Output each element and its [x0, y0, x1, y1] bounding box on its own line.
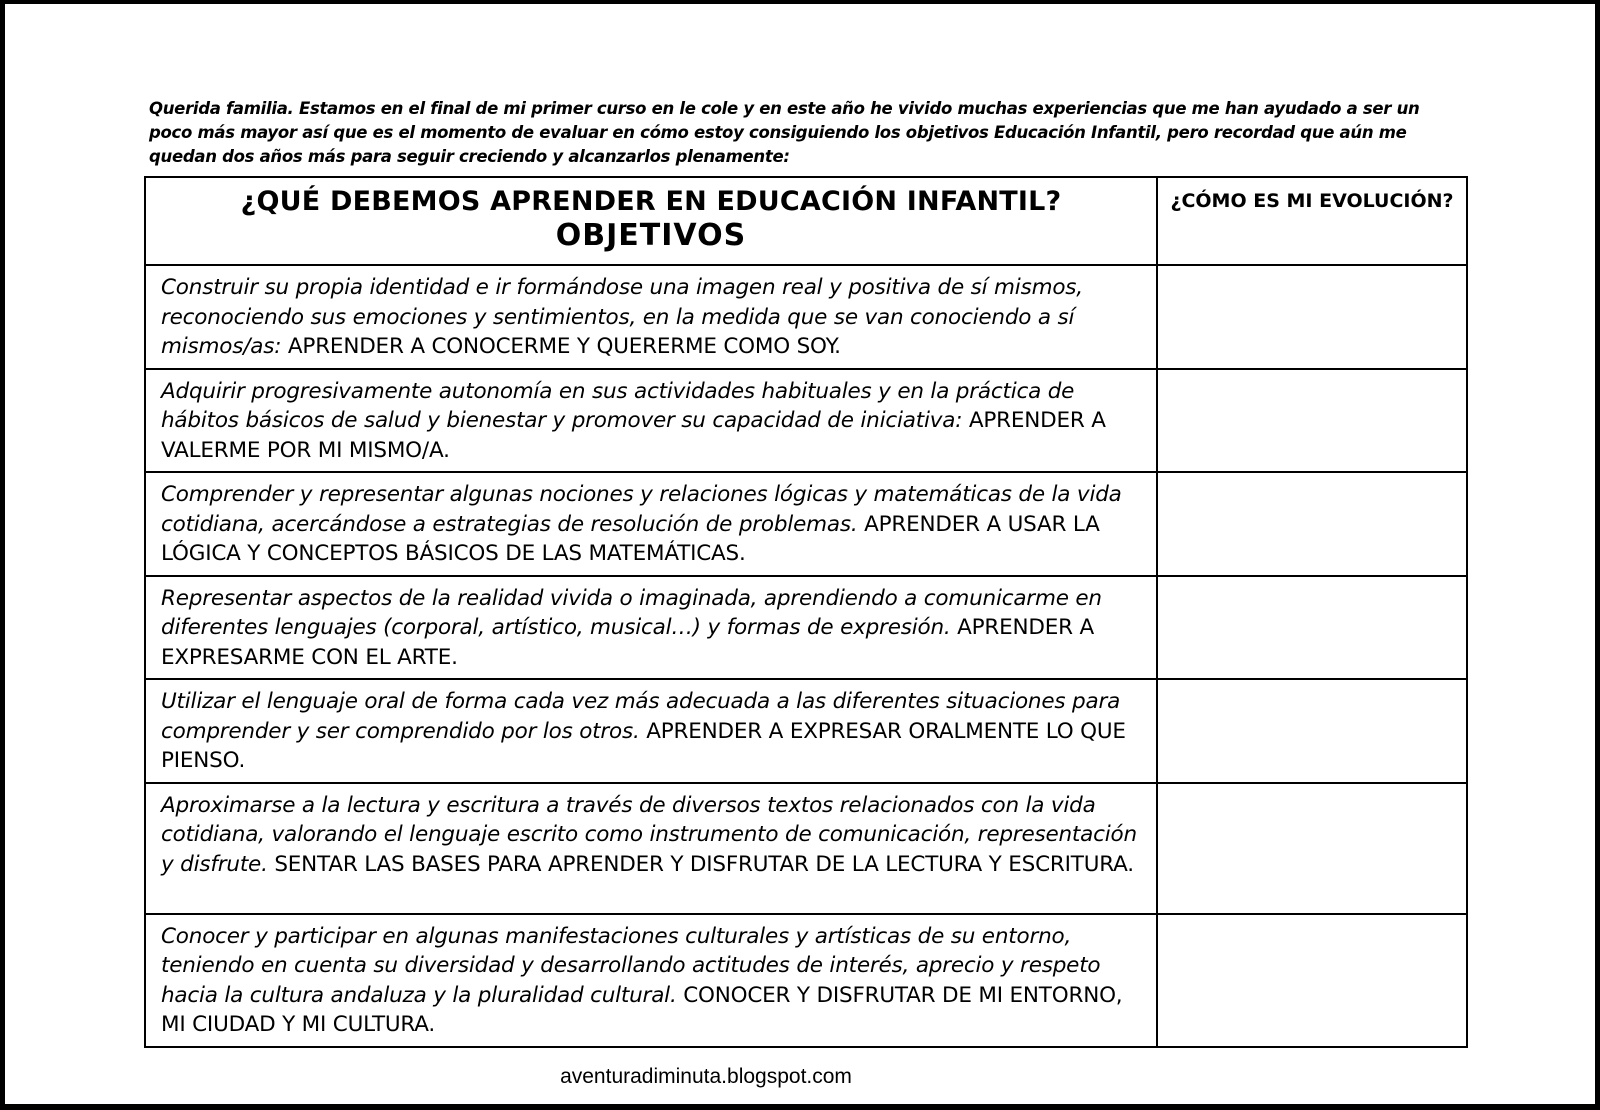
- objective-cell: [145, 265, 1157, 369]
- objective-description: Representar aspectos de la realidad vivida o imaginada, aprendiendo a comunicarme en diferentes lenguajes (corporal, artístico, musical…) y formas de expresión.: [161, 585, 1102, 640]
- objective-cell: [145, 783, 1157, 914]
- evolution-header-label: ¿CÓMO ES MI EVOLUCIÓN?: [1170, 190, 1454, 212]
- objectives-table: [144, 176, 1468, 1048]
- objective-cell: [145, 576, 1157, 680]
- evolution-cell[interactable]: [1157, 783, 1467, 914]
- objective-description: Construir su propia identidad e ir formándose una imagen real y positiva de sí mismos, reconociendo sus emociones y sentimientos, en la medida que se van conociendo a sí mismos/as:: [161, 275, 1083, 359]
- objective-description: Aproximarse a la lectura y escritura a través de diversos textos relacionados con la vida cotidiana, valorando el lenguaje escrito como instrumento de comunicación, representación y disfrute.: [161, 792, 1137, 877]
- blog-url: aventuradiminuta.blogspot.com: [560, 1065, 852, 1088]
- objective-goal: CONOCER Y DISFRUTAR DE MI ENTORNO, MI CIUDAD Y MI CULTURA.: [161, 982, 1123, 1037]
- evolution-header: [1157, 177, 1467, 265]
- objectives-header: [145, 177, 1157, 265]
- objective-description: Comprender y representar algunas nociones y relaciones lógicas y matemáticas de la vida cotidiana, acercándose a estrategias de resolución de problemas.: [161, 482, 1122, 537]
- objective-cell: [145, 679, 1157, 783]
- table-row: [145, 472, 1467, 576]
- evolution-cell[interactable]: [1157, 265, 1467, 369]
- objective-goal: SENTAR LAS BASES PARA APRENDER Y DISFRUTAR DE LA LECTURA Y ESCRITURA.: [274, 851, 1134, 877]
- intro-paragraph: Querida familia. Estamos en el final de mi primer curso en le cole y en este año he vivido muchas experiencias que me han ayudado a ser un poco más mayor así que es el momento de evaluar en cómo estoy consiguiendo los objetivos Educación Infantil, pero recordad que aún me quedan dos años más para seguir creciendo y alcanzarlos plenamente:: [149, 98, 1420, 166]
- evolution-cell[interactable]: [1157, 679, 1467, 783]
- objective-cell: [145, 472, 1157, 576]
- table-row: [145, 265, 1467, 369]
- objective-cell: [145, 369, 1157, 473]
- objective-description: Conocer y participar en algunas manifestaciones culturales y artísticas de su entorno, teniendo en cuenta su diversidad y desarrollando actitudes de interés, aprecio y respeto hacia la cultura andaluza y la pluralidad cultural.: [161, 923, 1101, 1008]
- table-row: [145, 783, 1467, 914]
- table-row: [145, 369, 1467, 473]
- objective-cell: [145, 914, 1157, 1047]
- objective-goal: APRENDER A USAR LA LÓGICA Y CONCEPTOS BÁSICOS DE LAS MATEMÁTICAS.: [161, 511, 1100, 566]
- objective-goal: APRENDER A EXPRESAR ORALMENTE LO QUE PIENSO.: [161, 718, 1126, 773]
- evolution-cell[interactable]: [1157, 914, 1467, 1047]
- objectives-header-title: ¿QUÉ DEBEMOS APRENDER EN EDUCACIÓN INFANTIL?: [240, 186, 1062, 217]
- table-row: [145, 914, 1467, 1047]
- objectives-header-subtitle: OBJETIVOS: [555, 218, 747, 253]
- objective-description: Adquirir progresivamente autonomía en sus actividades habituales y en la práctica de hábitos básicos de salud y bienestar y promover su capacidad de iniciativa:: [161, 378, 1075, 433]
- evolution-cell[interactable]: [1157, 369, 1467, 473]
- objective-description: Utilizar el lenguaje oral de forma cada vez más adecuada a las diferentes situaciones para comprender y ser comprendido por los otros.: [161, 689, 1121, 744]
- header-row: [145, 177, 1467, 265]
- evolution-cell[interactable]: [1157, 472, 1467, 576]
- table-row: [145, 576, 1467, 680]
- table-row: [145, 679, 1467, 783]
- objective-goal: APRENDER A VALERME POR MI MISMO/A.: [161, 408, 1106, 463]
- objective-goal: APRENDER A EXPRESARME CON EL ARTE.: [161, 615, 1095, 670]
- evolution-cell[interactable]: [1157, 576, 1467, 680]
- objective-goal: APRENDER A CONOCERME Y QUERERME COMO SOY.: [287, 334, 841, 359]
